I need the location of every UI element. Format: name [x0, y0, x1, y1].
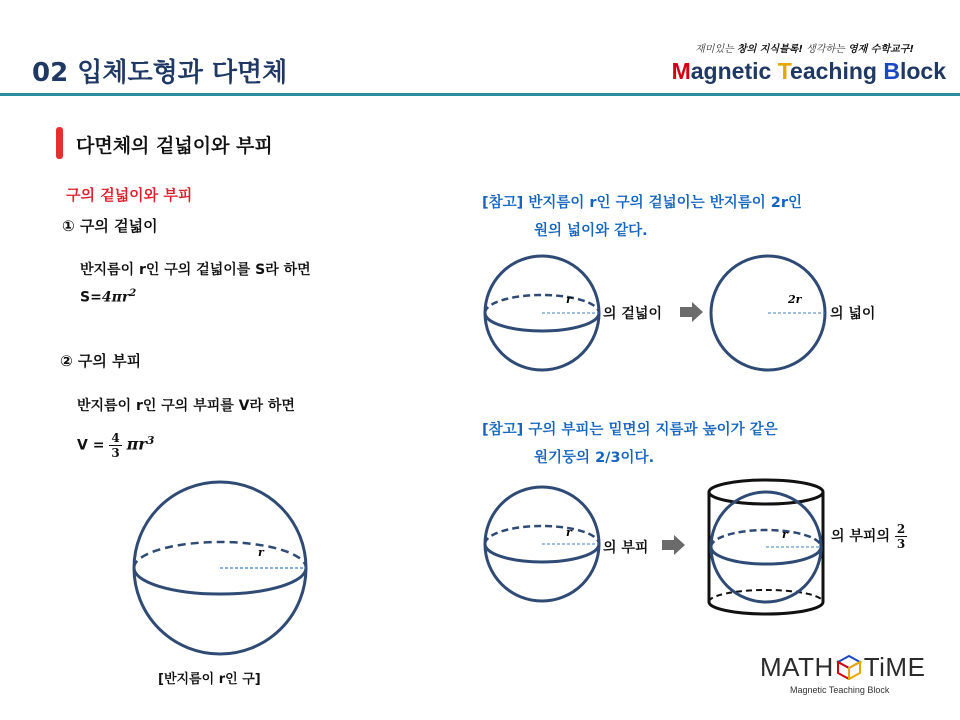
item2-formula: V = $\frac{4}{3}$ $\pi r^3$ [77, 431, 155, 460]
cylinder-bottom-front [709, 602, 823, 614]
arrow-right-icon [680, 302, 704, 322]
logo-subtitle: Magnetic Teaching Block [790, 685, 890, 695]
cylinder-bottom-back [709, 590, 823, 602]
sphere-caption: [반지름이 r인 구] [158, 672, 261, 687]
note1-line2: 원의 넓이와 같다. [534, 223, 648, 239]
cube-logo-icon [836, 654, 862, 680]
section-title: 다면체의 겉넓이와 부피 [76, 135, 273, 157]
header-divider [0, 93, 960, 96]
arrow-right-icon [662, 535, 686, 555]
big-sphere-figure [128, 478, 312, 658]
sphere2-caption: 의 부피 [603, 540, 649, 556]
item1-heading: ① 구의 겉넓이 [62, 217, 158, 235]
sphere-volume-figure [482, 486, 602, 602]
sphere2-radius-label: r [566, 526, 572, 539]
item1-text: 반지름이 r인 구의 겉넓이를 S라 하면 [80, 262, 311, 278]
radius-label: r [258, 546, 264, 559]
sphere1-radius-label: r [566, 293, 572, 306]
item1-formula: $S=4\pi r^2$ [80, 288, 137, 306]
section-marker [56, 127, 63, 159]
circle-caption: 의 넓이 [830, 306, 876, 322]
tagline: 재미있는 창의 지식블록! 생각하는 영재 수학교구! [695, 44, 914, 55]
note2-line2: 원기둥의 2/3이다. [534, 450, 655, 466]
sphere1-caption: 의 겉넓이 [603, 306, 662, 322]
note2-line1: [참고] 구의 부피는 밑면의 지름과 높이가 같은 [482, 422, 778, 438]
note1-line1: [참고] 반지름이 r인 구의 겉넓이는 반지름이 2r인 [482, 195, 803, 211]
item2-text: 반지름이 r인 구의 부피를 V라 하면 [77, 398, 295, 414]
frac-four-thirds: $\frac{4}{3}$ [111, 431, 120, 460]
item2-heading: ② 구의 부피 [60, 352, 142, 370]
circle-radius-label: 2r [788, 293, 802, 306]
cylinder-radius-label: r [782, 528, 788, 541]
circle-area-figure [708, 255, 828, 371]
mathtime-logo: MATH TiME [760, 652, 926, 682]
sphere-surface-figure [482, 255, 602, 371]
cylinder-figure [706, 478, 826, 618]
left-subtitle: 구의 겉넓이와 부피 [66, 186, 193, 204]
brand-title: Magnetic Teaching Block [671, 58, 946, 84]
sphere-back-equator [134, 542, 306, 568]
cylinder-caption: 의 부피의 $\frac{2}{3}$ [831, 522, 906, 551]
page-title: 02 입체도형과 다면체 [32, 58, 288, 88]
sphere-front-equator [134, 568, 306, 594]
frac-two-thirds: $\frac{2}{3}$ [896, 522, 906, 551]
